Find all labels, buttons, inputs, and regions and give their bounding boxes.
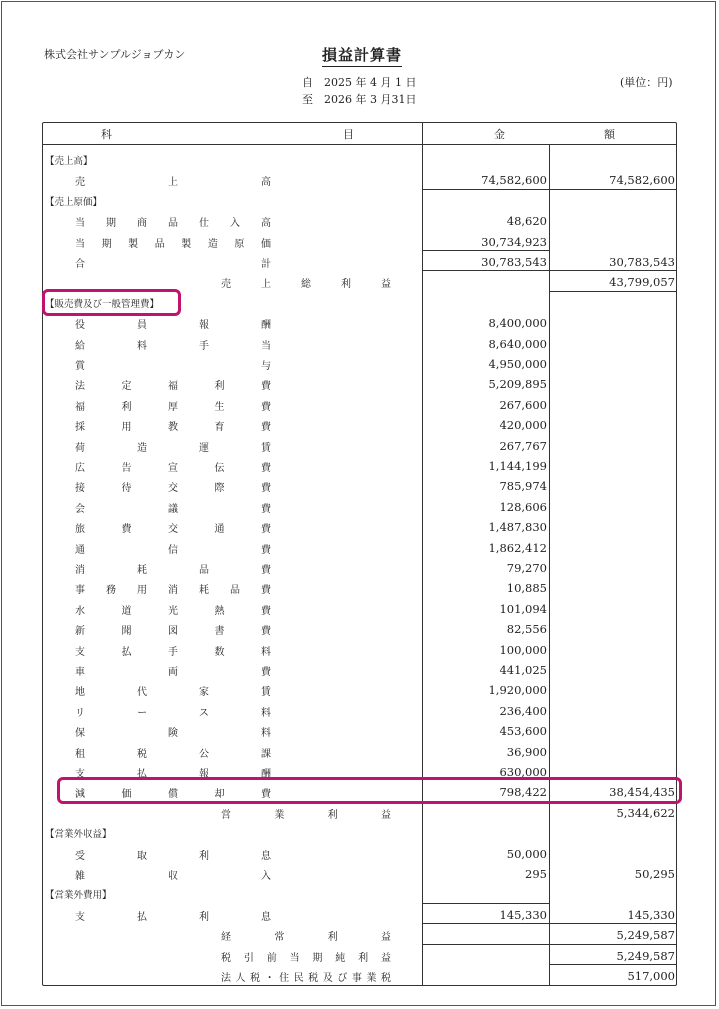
highlight-depreciation-row — [57, 777, 682, 804]
amount-total: 43,799,057 — [609, 275, 675, 290]
amount-total: 50,295 — [634, 867, 675, 881]
amount-detail: 236,400 — [499, 703, 547, 718]
row-label: 経常利益 — [221, 932, 391, 944]
amount-detail: 36,900 — [506, 744, 547, 759]
table-row — [43, 435, 678, 455]
table-row — [43, 353, 678, 373]
row-label: 営業利益 — [221, 809, 391, 821]
total-rule — [422, 944, 676, 945]
row-label: 売上総利益 — [221, 279, 391, 291]
row-label: 支払手数料 — [75, 646, 271, 658]
table-row — [43, 720, 678, 740]
unit-label: (単位：円) — [620, 76, 673, 89]
table-row — [43, 394, 678, 414]
income-statement-table — [42, 122, 677, 986]
total-rule — [549, 964, 676, 965]
table-row — [43, 455, 678, 475]
row-label: 地代家賃 — [75, 687, 271, 699]
row-label: 租税公課 — [75, 748, 271, 760]
section-label: 【販売費及び一般管理費】 — [45, 298, 160, 310]
section-header-row — [43, 883, 678, 903]
column-header-amount: 金 額 — [494, 128, 615, 141]
table-row — [43, 577, 678, 597]
company-name: 株式会社サンプルジョブカン — [44, 48, 186, 61]
row-label: 荷造運賃 — [75, 442, 271, 454]
row-label: 通信費 — [75, 544, 271, 556]
row-label: 給料手当 — [75, 340, 271, 352]
row-label: 税引前当期純利益 — [221, 952, 391, 964]
amount-detail: 74,582,600 — [481, 173, 547, 188]
subtotal-row — [43, 965, 678, 985]
row-label: 福利厚生費 — [75, 401, 271, 413]
row-label: 合計 — [75, 259, 271, 270]
row-label: 車両費 — [75, 667, 271, 678]
header-divider — [43, 144, 676, 145]
table-row — [43, 904, 678, 924]
subtotal-row — [43, 945, 678, 965]
total-rule — [422, 270, 676, 271]
section-label: 【営業外費用】 — [45, 890, 112, 902]
amount-detail: 48,620 — [506, 214, 547, 229]
row-label: 法定福利費 — [75, 381, 271, 393]
section-label: 【営業外収益】 — [45, 829, 112, 841]
section-header-row — [43, 822, 678, 842]
amount-detail: 145,330 — [499, 907, 547, 922]
total-rule — [422, 189, 676, 190]
table-row — [43, 169, 678, 189]
table-header-row — [43, 123, 678, 144]
amount-detail: 453,600 — [499, 724, 547, 739]
row-label: 売上高 — [75, 177, 271, 189]
table-row — [43, 598, 678, 618]
table-row — [43, 251, 678, 271]
section-label: 【売上原価】 — [45, 196, 103, 208]
amount-detail: 267,600 — [499, 397, 547, 412]
table-row — [43, 659, 678, 679]
row-label: 会議費 — [75, 503, 271, 515]
amount-detail: 82,556 — [506, 622, 547, 637]
table-row — [43, 700, 678, 720]
table-row — [43, 863, 678, 883]
table-row — [43, 516, 678, 536]
amount-detail: 8,400,000 — [488, 316, 547, 331]
table-row — [43, 414, 678, 434]
table-row — [43, 557, 678, 577]
row-label: 当期商品仕入高 — [75, 218, 271, 230]
row-label: 当期製品製造原価 — [75, 238, 271, 250]
table-row — [43, 639, 678, 659]
amount-detail: 420,000 — [499, 418, 547, 433]
amount-total: 38,454,435 — [609, 785, 675, 800]
amount-detail: 8,640,000 — [488, 336, 547, 351]
total-rule — [422, 923, 676, 924]
row-label: 法人税・住民税及び事業税 — [221, 973, 391, 984]
period-from: 自 2025 年 4 月 1 日 — [302, 76, 417, 89]
amount-detail: 101,094 — [499, 601, 547, 616]
row-label: 減価償却費 — [75, 789, 271, 801]
row-label: 賞与 — [75, 361, 271, 372]
amount-detail: 798,422 — [499, 785, 547, 800]
row-label: 保険料 — [75, 728, 271, 740]
subtotal-row — [43, 802, 678, 822]
row-label: 受取利息 — [75, 850, 271, 862]
amount-detail: 1,487,830 — [488, 520, 547, 535]
total-rule — [422, 250, 549, 251]
amount-total: 30,783,543 — [609, 255, 675, 269]
table-row — [43, 843, 678, 863]
row-label: 支払利息 — [75, 911, 271, 923]
amount-detail: 441,025 — [499, 663, 547, 677]
amount-detail: 30,783,543 — [481, 255, 547, 269]
amount-total: 5,249,587 — [616, 928, 675, 943]
section-label: 【売上高】 — [45, 156, 93, 167]
row-label: 採用教育費 — [75, 422, 271, 434]
table-row — [43, 618, 678, 638]
amount-detail: 630,000 — [499, 765, 547, 779]
table-row — [43, 373, 678, 393]
amount-detail: 295 — [525, 867, 547, 881]
highlight-sga-section — [42, 289, 181, 316]
table-row — [43, 741, 678, 761]
amount-detail: 1,862,412 — [488, 540, 547, 555]
amount-detail: 50,000 — [506, 846, 547, 861]
table-row — [43, 210, 678, 230]
amount-detail: 5,209,895 — [488, 377, 547, 392]
amount-detail: 100,000 — [499, 642, 547, 657]
amount-detail: 785,974 — [499, 479, 547, 494]
subtotal-row — [43, 924, 678, 944]
row-label: 水道光熱費 — [75, 605, 271, 617]
amount-detail: 267,767 — [499, 438, 547, 453]
row-label: 旅費交通費 — [75, 524, 271, 536]
row-label: 役員報酬 — [75, 320, 271, 332]
amount-total: 517,000 — [627, 969, 675, 983]
period-to: 至 2026 年 3 月31日 — [302, 93, 417, 106]
table-row — [43, 475, 678, 495]
amount-detail: 128,606 — [499, 499, 547, 514]
amount-detail: 30,734,923 — [481, 234, 547, 249]
table-row — [43, 231, 678, 251]
document-title: 損益計算書 — [322, 44, 402, 67]
table-row — [43, 333, 678, 353]
row-label: 支払報酬 — [75, 769, 271, 780]
row-label: 消耗品費 — [75, 565, 271, 576]
row-label: 新聞図書費 — [75, 626, 271, 638]
row-label: 事務用消耗品費 — [75, 585, 271, 597]
row-label: 接待交際費 — [75, 483, 271, 495]
row-label: リース料 — [75, 707, 271, 719]
amount-total: 5,344,622 — [616, 805, 675, 820]
table-row — [43, 537, 678, 557]
amount-detail: 1,920,000 — [488, 683, 547, 698]
row-label: 雑収入 — [75, 871, 271, 882]
total-rule — [422, 903, 549, 904]
amount-detail: 10,885 — [506, 581, 547, 596]
section-header-row — [43, 149, 678, 169]
amount-total: 145,330 — [627, 907, 675, 922]
amount-detail: 79,270 — [506, 561, 547, 575]
total-rule — [549, 291, 676, 292]
amount-detail: 1,144,199 — [488, 459, 547, 473]
section-header-row — [43, 190, 678, 210]
table-row — [43, 496, 678, 516]
amount-total: 5,249,587 — [616, 948, 675, 963]
column-header-subject: 科 目 — [101, 128, 354, 141]
table-row — [43, 679, 678, 699]
amount-detail: 4,950,000 — [488, 357, 547, 371]
amount-total: 74,582,600 — [609, 173, 675, 188]
row-label: 広告宣伝費 — [75, 463, 271, 474]
